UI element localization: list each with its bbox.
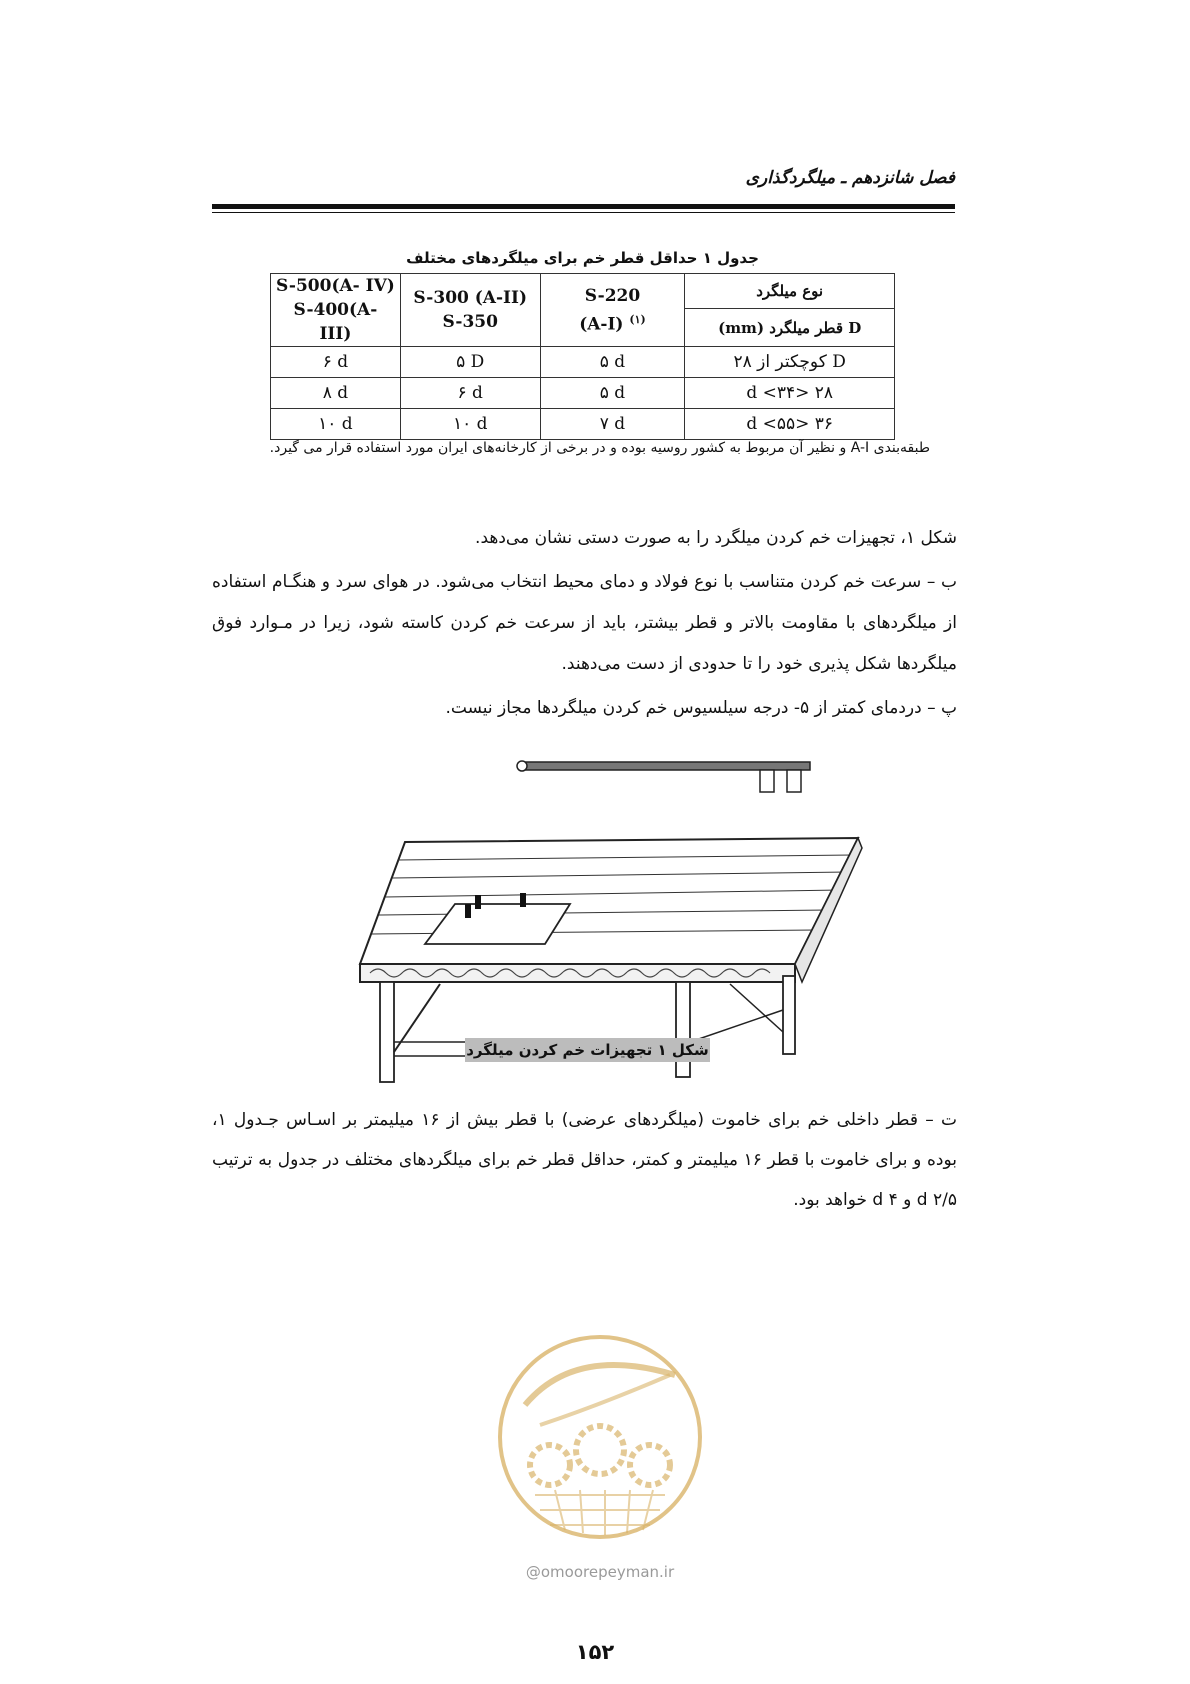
header-rebar-diameter: D قطر میلگرد (mm) bbox=[685, 309, 895, 347]
header-s220-line2: (A-I) bbox=[579, 314, 624, 335]
omoorepeyman-seal-icon bbox=[495, 1325, 705, 1560]
header-s500-line2: S-400(A- III) bbox=[293, 300, 378, 344]
header-s220-line1: S-220 bbox=[584, 285, 641, 306]
header-rule-thick bbox=[212, 204, 955, 209]
table-cell: ۵ D bbox=[400, 347, 540, 378]
table-cell: ۱۰ d bbox=[271, 409, 401, 440]
table-caption: جدول ۱ حداقل قطر خم برای میلگردهای مختلف bbox=[406, 249, 759, 267]
chapter-title: فصل شانزدهم ـ میلگردگذاری bbox=[745, 168, 955, 188]
header-rule-thin bbox=[212, 212, 955, 213]
header-s300-line1: S-300 (A-II) bbox=[413, 288, 528, 308]
table-cell: ۵ d bbox=[540, 347, 685, 378]
table-cell: ۶ d bbox=[400, 378, 540, 409]
figure-caption: شکل ۱ تجهیزات خم کردن میلگرد bbox=[465, 1038, 710, 1062]
table-cell: ۱۰ d bbox=[400, 409, 540, 440]
table-cell: ۳۶ <d <۵۵ bbox=[685, 409, 895, 440]
table-row bbox=[271, 409, 895, 440]
watermark-site: @omoorepeyman.ir bbox=[525, 1563, 675, 1581]
page-number: ۱۵۲ bbox=[575, 1640, 615, 1664]
footnote-marker: (۱) bbox=[629, 312, 646, 326]
table-cell: D کوچکتر از ۲۸ bbox=[685, 347, 895, 378]
header-s300-line2: S-350 bbox=[442, 312, 498, 332]
table-footnote: طبقه‌بندی A-I و نظیر آن مربوط به کشور روسیه بوده و در برخی از کارخانه‌های ایران مورد استفاده قرار می گیرد. bbox=[269, 440, 930, 456]
header-rebar-type: نوع میلگرد bbox=[685, 274, 895, 309]
paragraph-stirrup-bend: ت – قطر داخلی خم برای خاموت (میلگردهای عرضی) با قطر بیش از ۱۶ میلیمتر بر اسـاس جـدول ۱، بوده و برای خاموت با قطر ۱۶ میلیمتر و کمتر، حداقل قطر خم برای میلگردهای مختلف در جدول به ترتیب ۲/۵ d و ۴ d خواهد بود. bbox=[212, 1110, 957, 1210]
table-cell: ۶ d bbox=[271, 347, 401, 378]
header-cell-s220 bbox=[540, 274, 685, 347]
bend-diameter-table bbox=[270, 273, 895, 440]
paragraph-bending-speed: ب – سرعت خم کردن متناسب با نوع فولاد و دمای محیط انتخاب می‌شود. در هوای سرد و هنگـام استفاده از میلگردهای با مقاومت بالاتر و قطر بیشتر، باید از سرعت خم کردن کاسته شود، زیرا در مـوارد فوق میلگردها شکل پذیری خود را تا حدودی از دست می‌دهند. bbox=[212, 572, 957, 674]
header-cell-s500 bbox=[271, 274, 401, 347]
table-row bbox=[271, 378, 895, 409]
header-s500-line1: S-500(A- IV) bbox=[276, 276, 395, 296]
table-cell: ۸ d bbox=[271, 378, 401, 409]
table-cell: ۵ d bbox=[540, 378, 685, 409]
paragraph-figure-ref: شکل ۱، تجهیزات خم کردن میلگرد را به صورت دستی نشان می‌دهد. bbox=[475, 528, 957, 548]
header-cell-s300 bbox=[400, 274, 540, 347]
table-cell: ۲۸ <d <۳۴ bbox=[685, 378, 895, 409]
table-cell: ۷ d bbox=[540, 409, 685, 440]
table-header-row bbox=[271, 274, 895, 309]
watermark-logo bbox=[495, 1325, 705, 1585]
table-row bbox=[271, 347, 895, 378]
paragraph-temperature: پ – دردمای کمتر از ۵- درجه سیلسیوس خم کردن میلگردها مجاز نیست. bbox=[445, 698, 957, 718]
